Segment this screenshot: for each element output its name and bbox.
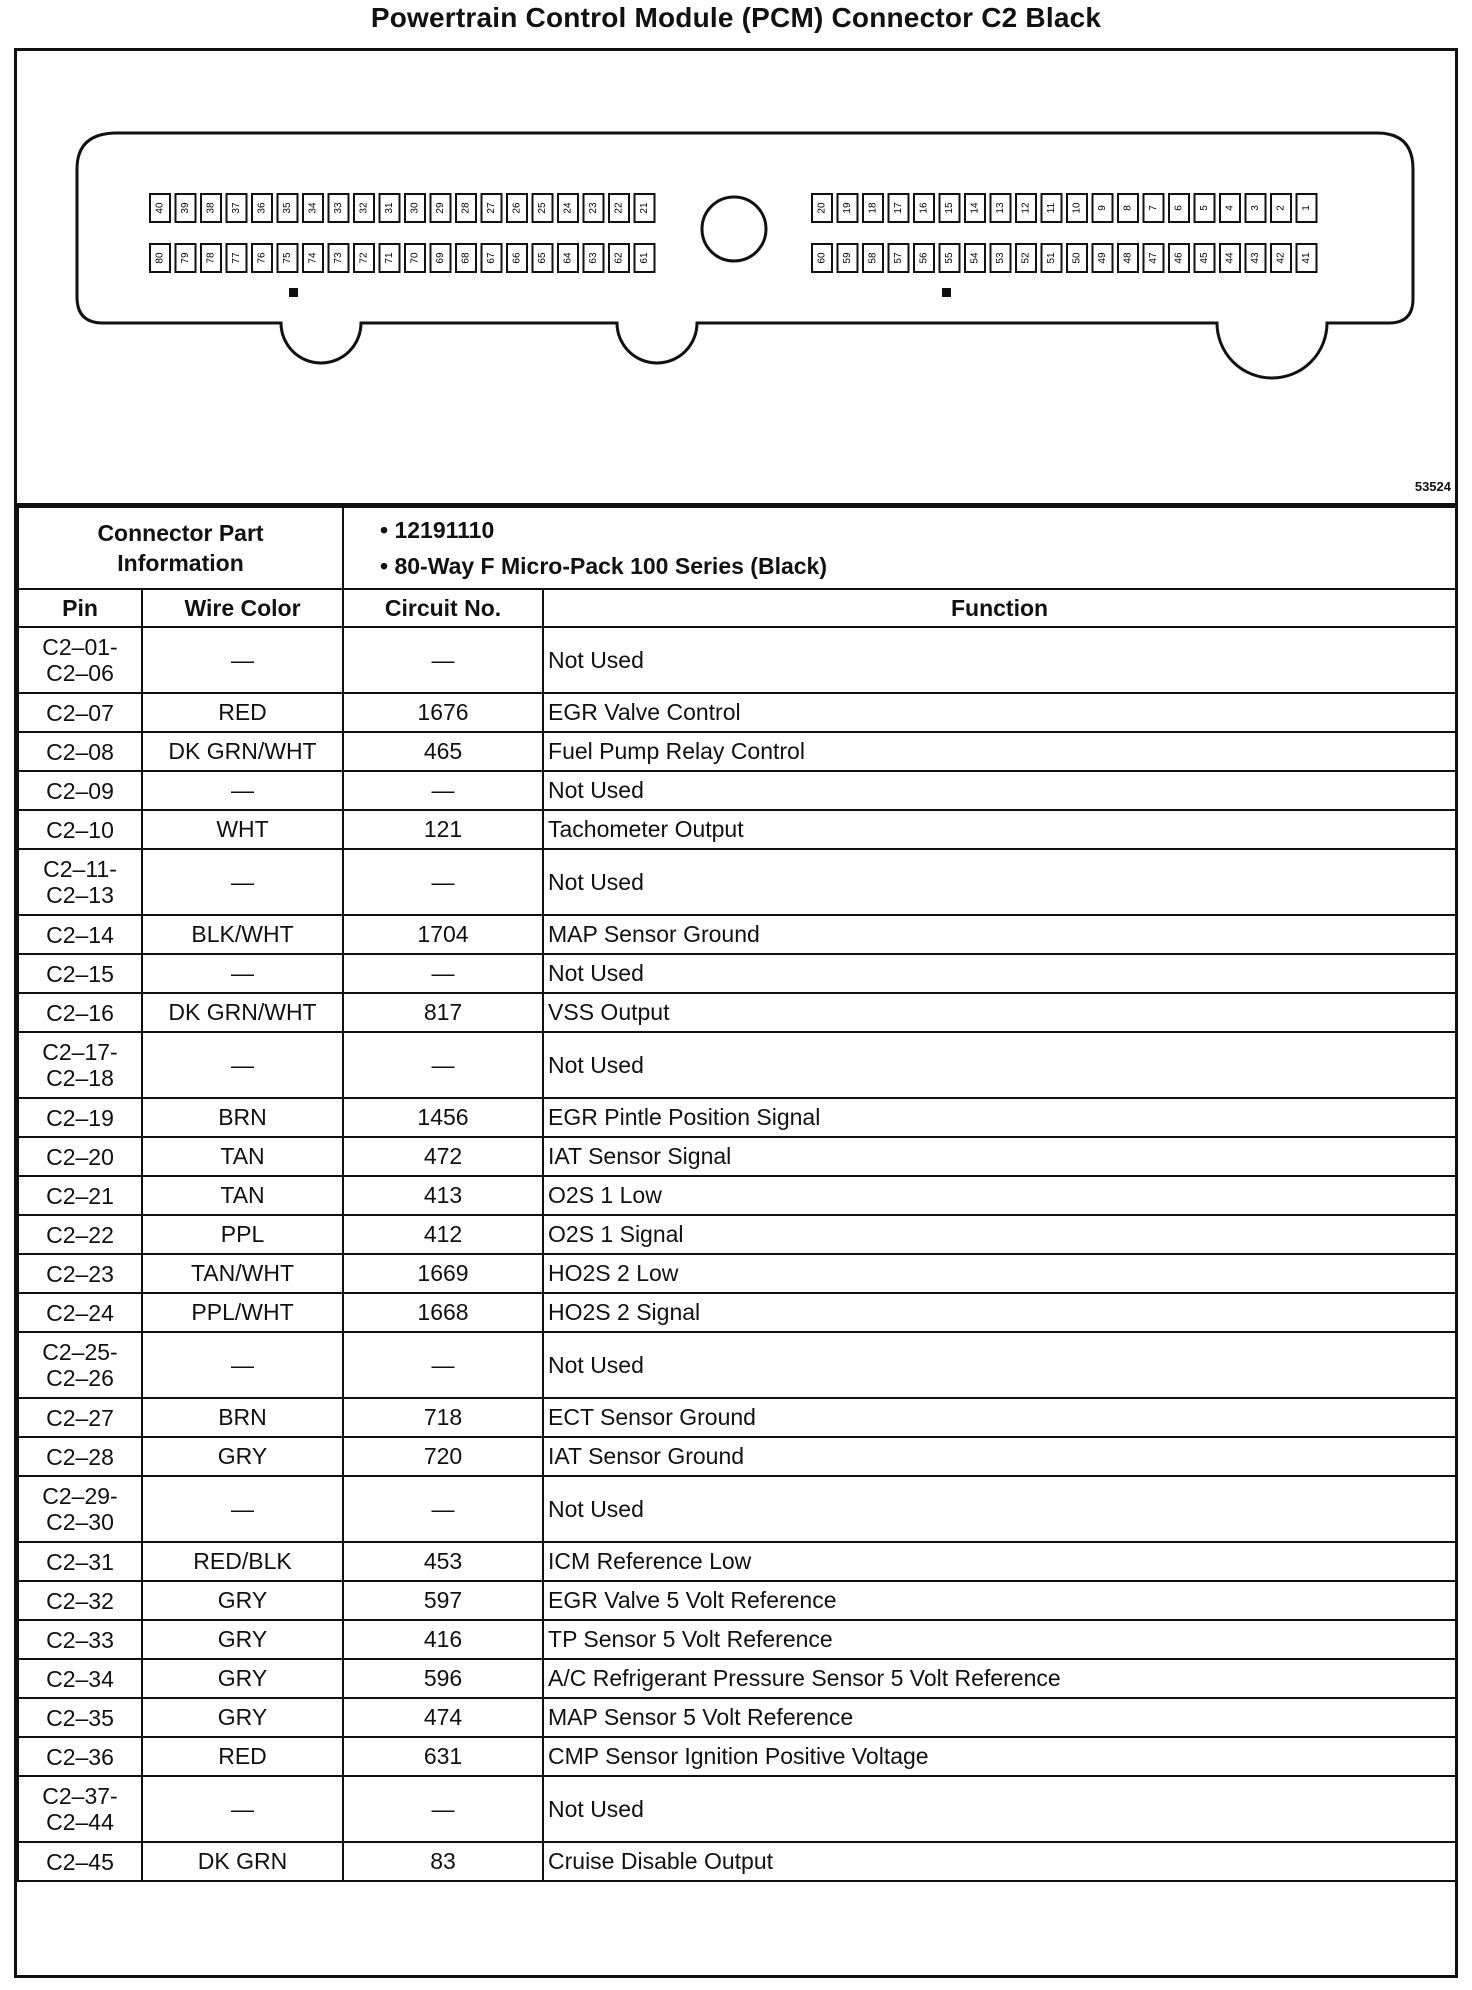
- pin-number-label: 10: [1071, 202, 1083, 214]
- cell-circuit: —: [343, 849, 543, 915]
- pin-number-label: 64: [562, 252, 574, 264]
- cell-pin: C2–29- C2–30: [18, 1476, 142, 1542]
- cell-pin: C2–31: [18, 1542, 142, 1581]
- cell-function: Not Used: [543, 954, 1456, 993]
- connector-diagram: [17, 51, 1455, 506]
- cell-wire-color: —: [142, 1476, 343, 1542]
- cell-pin: C2–25- C2–26: [18, 1332, 142, 1398]
- cell-wire-color: GRY: [142, 1698, 343, 1737]
- pin-number-label: 45: [1199, 252, 1210, 264]
- cell-function: O2S 1 Signal: [543, 1215, 1456, 1254]
- pin-number-label: 66: [511, 252, 523, 264]
- pin-number-label: 54: [969, 252, 981, 264]
- pin-number-label: 69: [435, 252, 446, 264]
- cell-pin: C2–27: [18, 1398, 142, 1437]
- cell-circuit: —: [343, 627, 543, 693]
- table-row: [18, 849, 1456, 915]
- pin-number-label: 48: [1122, 252, 1134, 264]
- header-wire-color: Wire Color: [142, 589, 343, 627]
- cell-pin: C2–17- C2–18: [18, 1032, 142, 1098]
- table-row: [18, 1293, 1456, 1332]
- cell-function: ICM Reference Low: [543, 1542, 1456, 1581]
- pin-number-label: 3: [1250, 205, 1261, 211]
- cell-wire-color: —: [142, 849, 343, 915]
- cell-pin: C2–10: [18, 810, 142, 849]
- cell-circuit: —: [343, 954, 543, 993]
- cell-wire-color: RED: [142, 1737, 343, 1776]
- cell-wire-color: BLK/WHT: [142, 915, 343, 954]
- cell-circuit: 1668: [343, 1293, 543, 1332]
- table-row: [18, 771, 1456, 810]
- cell-wire-color: —: [142, 1776, 343, 1842]
- cell-wire-color: DK GRN/WHT: [142, 732, 343, 771]
- figure-number: 53524: [1414, 479, 1451, 494]
- header-pin: Pin: [18, 589, 142, 627]
- cell-wire-color: PPL/WHT: [142, 1293, 343, 1332]
- cell-pin: C2–20: [18, 1137, 142, 1176]
- cell-pin: C2–37- C2–44: [18, 1776, 142, 1842]
- cell-wire-color: —: [142, 1032, 343, 1098]
- table-row: [18, 993, 1456, 1032]
- cell-circuit: —: [343, 1032, 543, 1098]
- cell-pin: C2–15: [18, 954, 142, 993]
- pin-number-label: 41: [1301, 252, 1312, 264]
- cell-wire-color: TAN: [142, 1137, 343, 1176]
- pin-number-label: 11: [1046, 202, 1057, 214]
- pin-number-label: 30: [409, 202, 421, 214]
- connector-face-drawing: [17, 51, 1455, 503]
- pin-number-label: 26: [511, 202, 523, 214]
- pin-number-label: 12: [1020, 202, 1032, 214]
- cell-wire-color: —: [142, 627, 343, 693]
- pin-number-label: 15: [944, 202, 955, 214]
- cell-wire-color: —: [142, 954, 343, 993]
- cell-pin: C2–36: [18, 1737, 142, 1776]
- pin-number-label: 21: [639, 202, 650, 214]
- pin-number-label: 59: [842, 252, 853, 264]
- cell-pin: C2–24: [18, 1293, 142, 1332]
- pin-number-label: 51: [1046, 252, 1057, 264]
- cell-pin: C2–34: [18, 1659, 142, 1698]
- cell-circuit: 465: [343, 732, 543, 771]
- pin-number-label: 50: [1071, 252, 1083, 264]
- cell-wire-color: RED: [142, 693, 343, 732]
- cell-circuit: 413: [343, 1176, 543, 1215]
- cell-circuit: 121: [343, 810, 543, 849]
- pin-number-label: 18: [867, 202, 879, 214]
- table-row: [18, 1737, 1456, 1776]
- page-title: Powertrain Control Module (PCM) Connector C2 Black: [370, 2, 1102, 33]
- cell-wire-color: GRY: [142, 1620, 343, 1659]
- cell-wire-color: —: [142, 771, 343, 810]
- pin-number-label: 8: [1122, 205, 1134, 211]
- cell-pin: C2–21: [18, 1176, 142, 1215]
- pin-number-label: 20: [816, 202, 828, 214]
- pin-number-label: 78: [205, 252, 217, 264]
- part-number: • 12191110: [380, 512, 1451, 548]
- pin-number-label: 65: [537, 252, 548, 264]
- cell-wire-color: GRY: [142, 1437, 343, 1476]
- cell-function: MAP Sensor Ground: [543, 915, 1456, 954]
- cell-pin: C2–14: [18, 915, 142, 954]
- table-row: [18, 915, 1456, 954]
- cell-function: Not Used: [543, 1776, 1456, 1842]
- cell-pin: C2–28: [18, 1437, 142, 1476]
- table-row: [18, 1698, 1456, 1737]
- pin-number-label: 80: [154, 252, 166, 264]
- pin-number-label: 33: [333, 202, 344, 214]
- pin-number-label: 68: [460, 252, 472, 264]
- cell-pin: C2–22: [18, 1215, 142, 1254]
- cell-circuit: 718: [343, 1398, 543, 1437]
- pin-number-label: 44: [1224, 252, 1236, 264]
- cell-wire-color: TAN/WHT: [142, 1254, 343, 1293]
- part-info-label-line1: Connector Part: [97, 520, 264, 546]
- cell-circuit: 412: [343, 1215, 543, 1254]
- pin-number-label: 72: [358, 252, 370, 264]
- pin-number-label: 63: [588, 252, 599, 264]
- cell-function: Not Used: [543, 1032, 1456, 1098]
- cell-circuit: 1669: [343, 1254, 543, 1293]
- table-row: [18, 1137, 1456, 1176]
- pin-number-label: 31: [384, 202, 395, 214]
- pin-number-label: 39: [180, 202, 191, 214]
- cell-function: EGR Valve 5 Volt Reference: [543, 1581, 1456, 1620]
- pin-number-label: 56: [918, 252, 930, 264]
- cell-pin: C2–11- C2–13: [18, 849, 142, 915]
- cell-circuit: 83: [343, 1842, 543, 1881]
- part-info-items: [343, 507, 1456, 589]
- pinout-table: [17, 506, 1457, 1882]
- header-circuit: Circuit No.: [343, 589, 543, 627]
- pin-number-label: 79: [180, 252, 191, 264]
- cell-wire-color: DK GRN/WHT: [142, 993, 343, 1032]
- cell-circuit: 416: [343, 1620, 543, 1659]
- cell-pin: C2–45: [18, 1842, 142, 1881]
- cell-pin: C2–16: [18, 993, 142, 1032]
- table-row: [18, 693, 1456, 732]
- pin-number-label: 19: [842, 202, 853, 214]
- pin-number-label: 17: [893, 202, 904, 214]
- pin-number-label: 49: [1097, 252, 1108, 264]
- pin-number-label: 4: [1224, 205, 1236, 211]
- cell-pin: C2–07: [18, 693, 142, 732]
- key-marker-left: [289, 288, 298, 297]
- table-row: [18, 810, 1456, 849]
- cell-function: TP Sensor 5 Volt Reference: [543, 1620, 1456, 1659]
- cell-pin: C2–32: [18, 1581, 142, 1620]
- cell-function: HO2S 2 Signal: [543, 1293, 1456, 1332]
- pin-number-label: 71: [384, 252, 395, 264]
- cell-function: Not Used: [543, 849, 1456, 915]
- pin-number-label: 1: [1301, 205, 1312, 211]
- pin-number-label: 9: [1097, 205, 1108, 211]
- table-row: [18, 954, 1456, 993]
- pin-number-label: 74: [307, 252, 319, 264]
- cell-pin: C2–08: [18, 732, 142, 771]
- cell-function: IAT Sensor Signal: [543, 1137, 1456, 1176]
- pin-number-label: 28: [460, 202, 472, 214]
- document-frame: [14, 48, 1458, 1978]
- cell-wire-color: GRY: [142, 1581, 343, 1620]
- pin-number-label: 53: [995, 252, 1006, 264]
- cell-pin: C2–19: [18, 1098, 142, 1137]
- cell-wire-color: WHT: [142, 810, 343, 849]
- key-marker-right: [942, 288, 951, 297]
- pin-number-label: 22: [613, 202, 625, 214]
- pin-number-label: 14: [969, 202, 981, 214]
- header-function: Function: [543, 589, 1456, 627]
- part-info-row: [18, 507, 1456, 589]
- cell-function: Fuel Pump Relay Control: [543, 732, 1456, 771]
- pin-number-label: 40: [154, 202, 166, 214]
- pin-number-label: 43: [1250, 252, 1261, 264]
- cell-wire-color: DK GRN: [142, 1842, 343, 1881]
- cell-wire-color: RED/BLK: [142, 1542, 343, 1581]
- table-row: [18, 1842, 1456, 1881]
- pin-number-label: 32: [358, 202, 370, 214]
- cell-circuit: —: [343, 1776, 543, 1842]
- pin-number-label: 46: [1173, 252, 1185, 264]
- cell-circuit: 472: [343, 1137, 543, 1176]
- pin-number-label: 2: [1275, 205, 1287, 211]
- pin-number-label: 34: [307, 202, 319, 214]
- cell-circuit: 1704: [343, 915, 543, 954]
- cell-function: Not Used: [543, 627, 1456, 693]
- table-row: [18, 1542, 1456, 1581]
- cell-pin: C2–33: [18, 1620, 142, 1659]
- pin-number-label: 73: [333, 252, 344, 264]
- cell-wire-color: TAN: [142, 1176, 343, 1215]
- pin-number-label: 27: [486, 202, 497, 214]
- pin-number-label: 36: [256, 202, 268, 214]
- cell-circuit: 596: [343, 1659, 543, 1698]
- pin-number-label: 7: [1148, 205, 1159, 211]
- table-row: [18, 1659, 1456, 1698]
- pin-number-label: 23: [588, 202, 599, 214]
- cell-wire-color: BRN: [142, 1398, 343, 1437]
- table-row: [18, 1254, 1456, 1293]
- cell-circuit: —: [343, 1332, 543, 1398]
- cell-function: MAP Sensor 5 Volt Reference: [543, 1698, 1456, 1737]
- table-row: [18, 1098, 1456, 1137]
- pin-number-label: 38: [205, 202, 217, 214]
- table-row: [18, 1437, 1456, 1476]
- connector-center-hole: [702, 197, 766, 261]
- cell-function: EGR Valve Control: [543, 693, 1456, 732]
- cell-circuit: 597: [343, 1581, 543, 1620]
- header-row: [18, 589, 1456, 627]
- table-row: [18, 732, 1456, 771]
- cell-circuit: 817: [343, 993, 543, 1032]
- part-info-label-line2: Information: [117, 550, 244, 576]
- cell-function: Tachometer Output: [543, 810, 1456, 849]
- cell-wire-color: BRN: [142, 1098, 343, 1137]
- cell-circuit: 720: [343, 1437, 543, 1476]
- cell-circuit: 631: [343, 1737, 543, 1776]
- cell-pin: C2–23: [18, 1254, 142, 1293]
- pin-number-label: 75: [282, 252, 293, 264]
- cell-function: CMP Sensor Ignition Positive Voltage: [543, 1737, 1456, 1776]
- table-row: [18, 1620, 1456, 1659]
- cell-wire-color: GRY: [142, 1659, 343, 1698]
- cell-function: O2S 1 Low: [543, 1176, 1456, 1215]
- cell-circuit: 474: [343, 1698, 543, 1737]
- pin-number-label: 16: [918, 202, 930, 214]
- pin-number-label: 6: [1173, 205, 1185, 211]
- pin-number-label: 24: [562, 202, 574, 214]
- pin-number-label: 29: [435, 202, 446, 214]
- cell-circuit: 1456: [343, 1098, 543, 1137]
- table-row: [18, 627, 1456, 693]
- pin-number-label: 52: [1020, 252, 1032, 264]
- cell-function: EGR Pintle Position Signal: [543, 1098, 1456, 1137]
- cell-function: Not Used: [543, 771, 1456, 810]
- pin-number-label: 67: [486, 252, 497, 264]
- pin-number-label: 62: [613, 252, 625, 264]
- pin-number-label: 55: [944, 252, 955, 264]
- pin-number-label: 37: [231, 202, 242, 214]
- table-row: [18, 1476, 1456, 1542]
- cell-pin: C2–35: [18, 1698, 142, 1737]
- table-row: [18, 1776, 1456, 1842]
- pin-number-label: 35: [282, 202, 293, 214]
- cell-function: HO2S 2 Low: [543, 1254, 1456, 1293]
- cell-wire-color: —: [142, 1332, 343, 1398]
- table-row: [18, 1032, 1456, 1098]
- pin-number-label: 77: [231, 252, 242, 264]
- cell-function: Not Used: [543, 1476, 1456, 1542]
- cell-circuit: 453: [343, 1542, 543, 1581]
- pin-number-label: 61: [639, 252, 650, 264]
- cell-function: Not Used: [543, 1332, 1456, 1398]
- pin-number-label: 42: [1275, 252, 1287, 264]
- pin-number-label: 25: [537, 202, 548, 214]
- cell-wire-color: PPL: [142, 1215, 343, 1254]
- table-row: [18, 1398, 1456, 1437]
- cell-function: VSS Output: [543, 993, 1456, 1032]
- cell-function: Cruise Disable Output: [543, 1842, 1456, 1881]
- table-row: [18, 1581, 1456, 1620]
- cell-function: IAT Sensor Ground: [543, 1437, 1456, 1476]
- cell-circuit: —: [343, 771, 543, 810]
- table-row: [18, 1332, 1456, 1398]
- cell-circuit: 1676: [343, 693, 543, 732]
- pin-number-label: 76: [256, 252, 268, 264]
- cell-circuit: —: [343, 1476, 543, 1542]
- pin-number-label: 47: [1148, 252, 1159, 264]
- cell-pin: C2–09: [18, 771, 142, 810]
- pin-number-label: 57: [893, 252, 904, 264]
- table-row: [18, 1176, 1456, 1215]
- cell-function: A/C Refrigerant Pressure Sensor 5 Volt Reference: [543, 1659, 1456, 1698]
- pin-number-label: 58: [867, 252, 879, 264]
- table-row: [18, 1215, 1456, 1254]
- pin-number-label: 60: [816, 252, 828, 264]
- cell-pin: C2–01- C2–06: [18, 627, 142, 693]
- pin-number-label: 13: [995, 202, 1006, 214]
- cell-function: ECT Sensor Ground: [543, 1398, 1456, 1437]
- part-description: • 80-Way F Micro-Pack 100 Series (Black): [380, 548, 1451, 584]
- pin-number-label: 70: [409, 252, 421, 264]
- part-info-label: [18, 507, 343, 589]
- pin-number-label: 5: [1199, 205, 1210, 211]
